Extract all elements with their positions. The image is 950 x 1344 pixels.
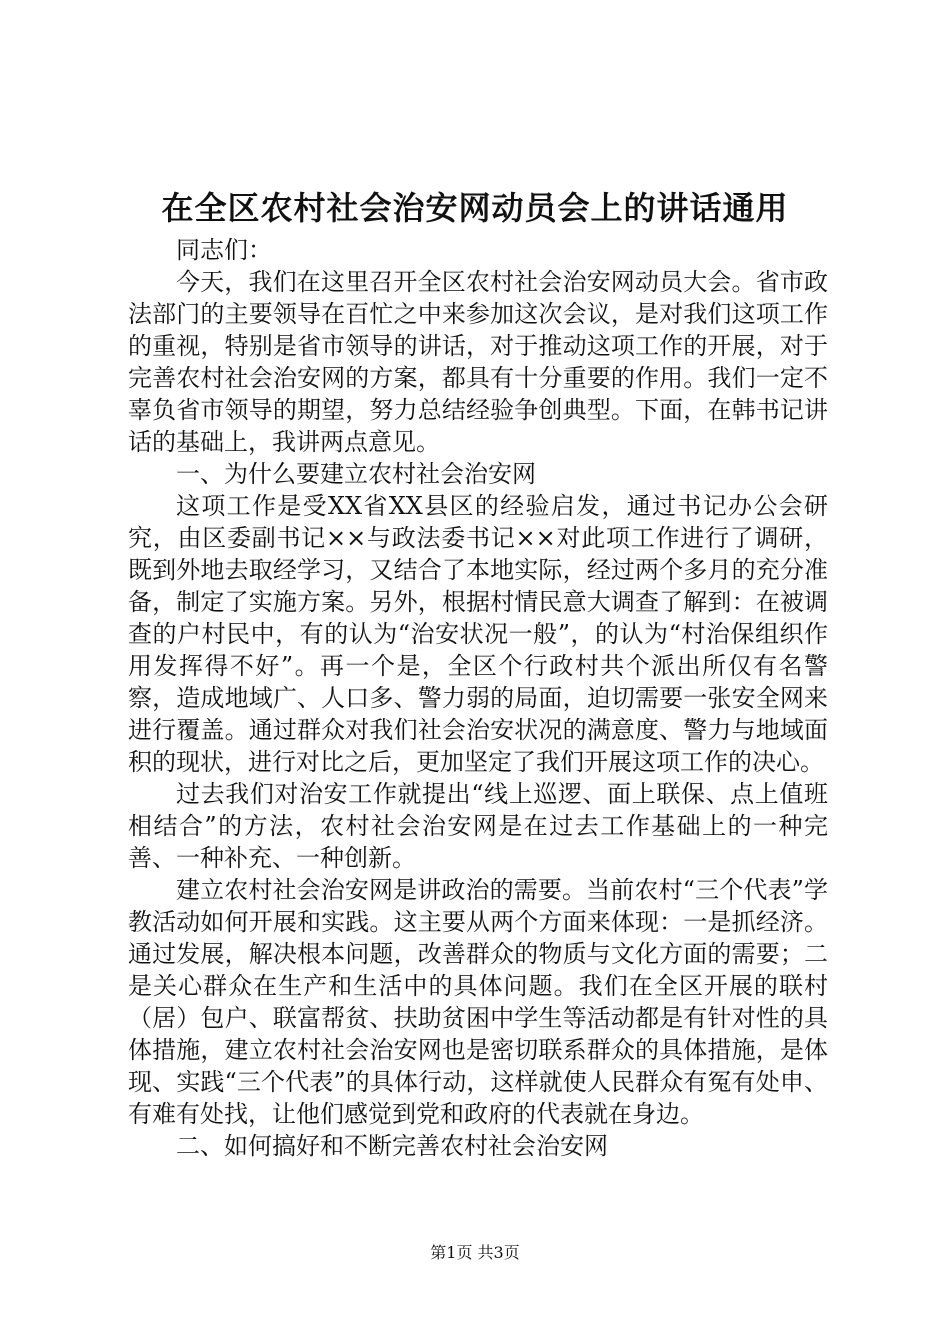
body-paragraph: 这项工作是受XX省XX县区的经验启发，通过书记办公会研究，由区委副书记××与政法委书记××对此项工作进行了调研，既到外地去取经学习，又结合了本地实际，经过两个多月的充分准备，制定了实施方案。另外，根据村情民意大调查了解到：在被调查的户村民中，有的认为“治安状况一般”，的认为“村治保组织作用发挥得不好”。再一个是，全区个行政村共个派出所仅有名警察，造成地域广、人口多、警力弱的局面，迫切需要一张安全网来进行覆盖。通过群众对我们社会治安状况的满意度、警力与地域面积的现状，进行对比之后，更加坚定了我们开展这项工作的决心。 bbox=[128, 492, 828, 776]
document-body bbox=[128, 234, 828, 1162]
page-number-footer: 第1页 共3页 bbox=[430, 1243, 520, 1262]
salutation-paragraph: 同志们： bbox=[176, 236, 272, 264]
document-title: 在全区农村社会治安网动员会上的讲话通用 bbox=[161, 189, 789, 227]
body-paragraph: 过去我们对治安工作就提出“线上巡逻、面上联保、点上值班相结合”的方法，农村社会治安网是在过去工作基础上的一种完善、一种补充、一种创新。 bbox=[128, 780, 828, 872]
section-heading: 一、为什么要建立农村社会治安网 bbox=[176, 460, 536, 488]
body-paragraph: 今天，我们在这里召开全区农村社会治安网动员大会。省市政法部门的主要领导在百忙之中来参加这次会议，是对我们这项工作的重视，特别是省市领导的讲话，对于推动这项工作的开展，对于完善农村社会治安网的方案，都具有十分重要的作用。我们一定不辜负省市领导的期望，努力总结经验争创典型。下面，在韩书记讲话的基础上，我讲两点意见。 bbox=[128, 268, 828, 456]
body-paragraph: 建立农村社会治安网是讲政治的需要。当前农村“三个代表”学教活动如何开展和实践。这主要从两个方面来体现：一是抓经济。通过发展，解决根本问题，改善群众的物质与文化方面的需要；二是关心群众在生产和生活中的具体问题。我们在全区开展的联村（居）包户、联富帮贫、扶助贫困中学生等活动都是有针对性的具体措施，建立农村社会治安网也是密切联系群众的具体措施，是体现、实践“三个代表”的具体行动，这样就使人民群众有冤有处申、有难有处找，让他们感觉到党和政府的代表就在身边。 bbox=[128, 876, 828, 1128]
section-heading: 二、如何搞好和不断完善农村社会治安网 bbox=[176, 1132, 608, 1160]
